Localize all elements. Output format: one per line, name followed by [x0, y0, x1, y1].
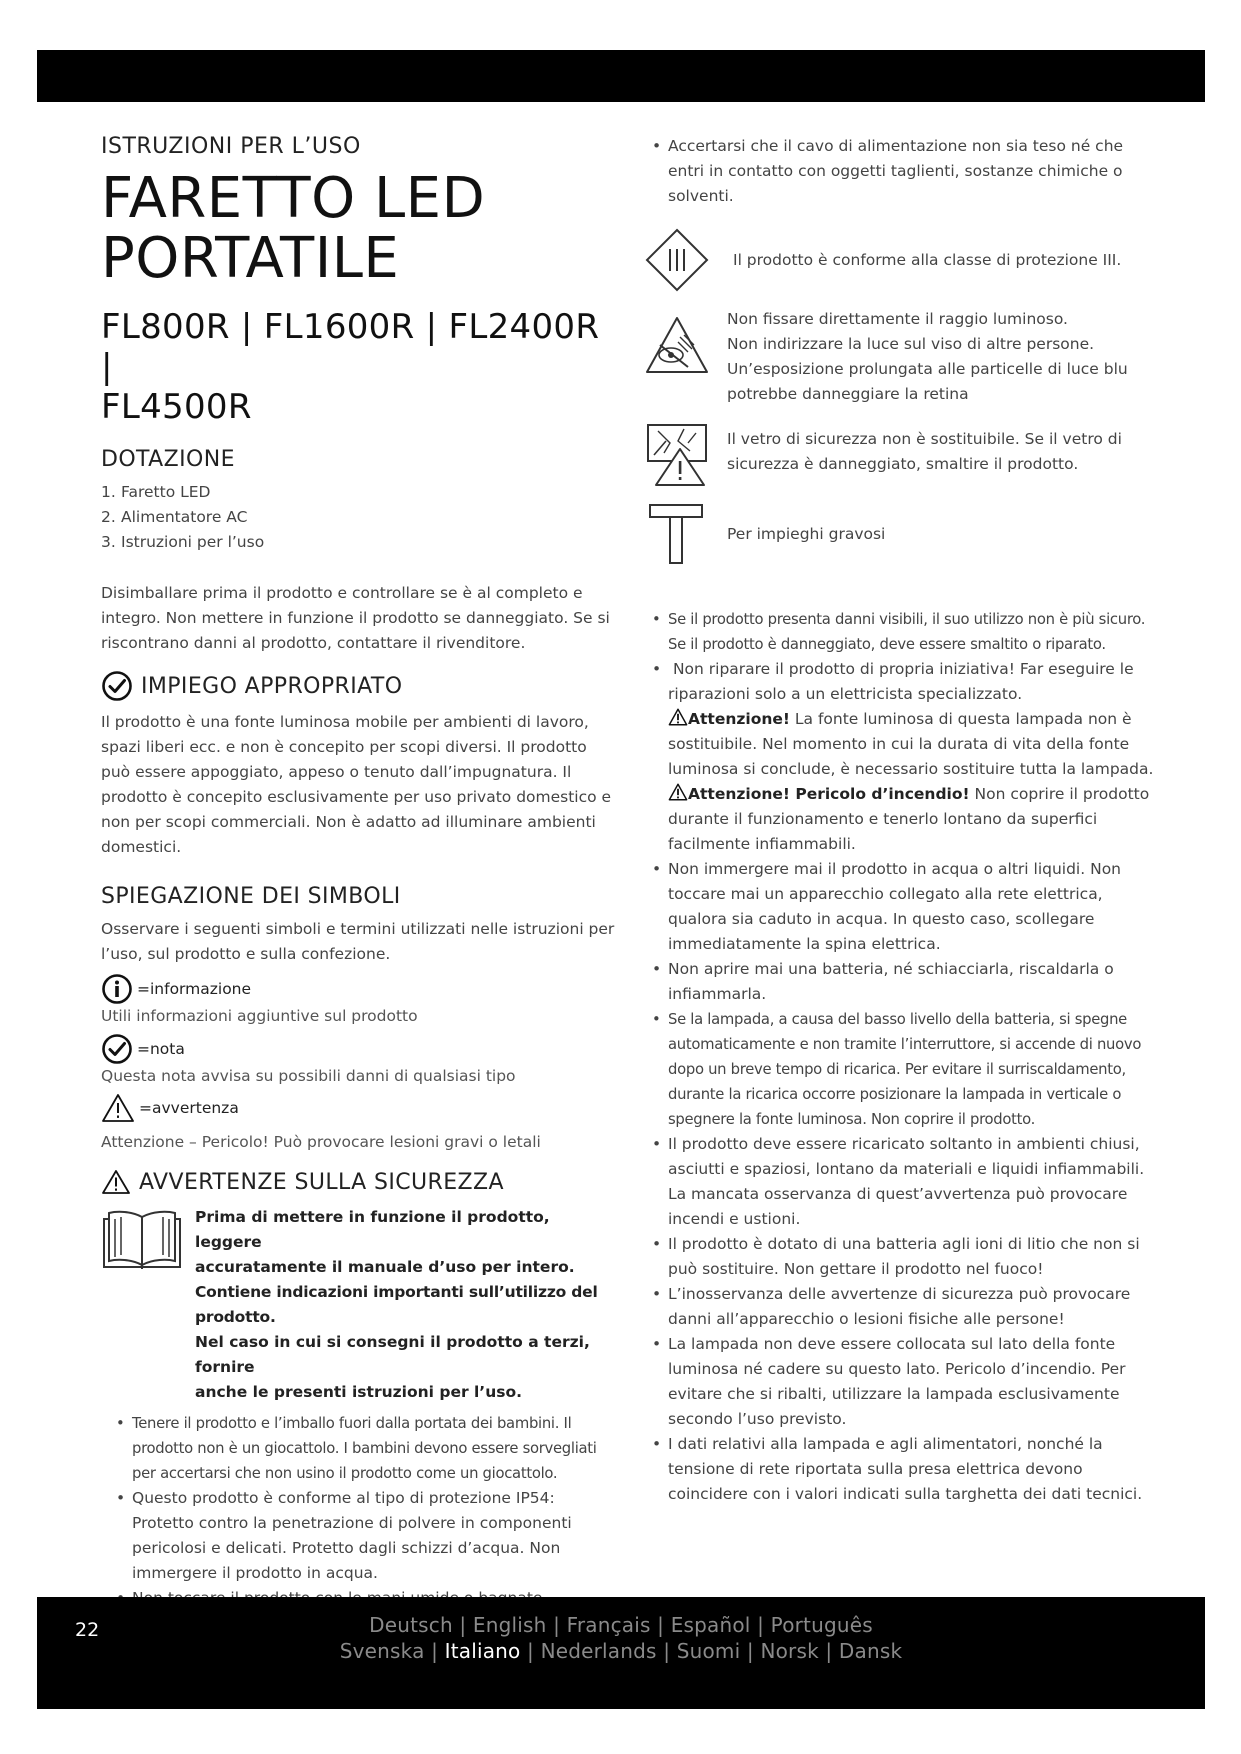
lang-link-it-active[interactable]: Italiano	[444, 1639, 521, 1663]
icon-row-class3	[637, 227, 1157, 293]
language-nav-line-1: Deutsch | English | Français | Español | Português	[369, 1613, 873, 1637]
list-item: • Accertarsi che il cavo di alimentazione non sia teso né che entri in contatto con oggetti taglienti, sostanze chimiche o solventi.	[637, 134, 1157, 209]
footer-bar	[37, 1597, 1205, 1709]
check-circle-icon	[101, 1033, 133, 1065]
icon-class3-text: Il prodotto è conforme alla classe di protezione III.	[733, 250, 1122, 269]
attention-note-2: Attenzione! Pericolo d’incendio! Non coprire il prodotto durante il funzionamento e tenerlo lontano da superfici facilmente infiammabili.	[668, 782, 1157, 857]
symbol-nota: =nota	[101, 1033, 616, 1065]
symbol-avvertenza: =avvertenza	[101, 1093, 616, 1123]
doc-kicker: ISTRUZIONI PER L’USO	[101, 134, 361, 159]
list-item: 3. Istruzioni per l’uso	[101, 533, 265, 551]
list-item: • Il prodotto deve essere ricaricato soltanto in ambienti chiusi, asciutti e spaziosi, lontano da materiali e liquidi infiammabili. La mancata osservanza di quest’avvertenza può provocare incendi e ustioni.	[637, 1132, 1157, 1232]
lang-link-no[interactable]: Norsk	[760, 1639, 819, 1663]
hammer-icon	[644, 501, 710, 567]
right-list-top	[637, 134, 1157, 209]
model-list	[101, 307, 616, 427]
list-item: • Se il prodotto presenta danni visibili, il suo utilizzo non è più sicuro. Se il prodotto è danneggiato, deve essere smaltito o riparato.	[637, 607, 1157, 657]
list-item: • I dati relativi alla lampada e agli alimentatori, nonché la tensione di rete riportata sulla presa elettrica devono coincidere con i valori indicati sulla targhetta dei dati tecnici.	[637, 1432, 1157, 1507]
right-column	[637, 134, 1157, 1507]
left-column	[101, 134, 616, 1611]
lang-link-fr[interactable]: Français	[566, 1613, 651, 1637]
symbol-nota-desc: Questa nota avvisa su possibili danni di qualsiasi tipo	[101, 1067, 516, 1085]
eye-warning-icon	[644, 315, 710, 375]
icon-glass-text: Il vetro di sicurezza non è sostituibile. Se il vetro di sicurezza è danneggiato, smaltire il prodotto.	[727, 430, 1122, 473]
warning-triangle-icon	[101, 1093, 135, 1123]
lang-link-es[interactable]: Español	[670, 1613, 751, 1637]
warning-triangle-icon	[101, 1169, 131, 1195]
icon-row-glass	[637, 421, 1157, 487]
icon-hammer-text: Per impieghi gravosi	[727, 524, 886, 543]
section-heading-sicurezza: AVVERTENZE SULLA SICUREZZA	[101, 1169, 616, 1195]
list-item: • Non riparare il prodotto di propria iniziativa! Far eseguire le riparazioni solo a un elettricista specializzato. Attenzione! La fonte luminosa di questa lampada non è sostituibile. Nel momento in cui la durata di vita della fonte luminosa si conclude, è necessario sostituire tutta la lampada. Attenzione! Pericolo d’incendio! Non coprire il prodotto durante il funzionamento e tenerlo lontano da superfici facilmente infiammabili.	[637, 657, 1157, 857]
warning-triangle-icon	[668, 707, 688, 727]
list-item: • Se la lampada, a causa del basso livello della batteria, si spegne automaticamente e non tramite l’interruttore, si accende di nuovo dopo un breve tempo di ricarica. Per evitare il surriscaldamento, durante la ricarica occorre posizionare la lampada in verticale o spegnere la fonte luminosa. Non coprire il prodotto.	[637, 1007, 1157, 1132]
page-number: 22	[75, 1619, 100, 1641]
lang-link-da[interactable]: Dansk	[838, 1639, 903, 1663]
list-item: 1. Faretto LED	[101, 483, 211, 501]
warning-triangle-icon	[668, 782, 688, 802]
list-item: • L’inosservanza delle avvertenze di sicurezza può provocare danni all’apparecchio o lesioni fisiche alle persone!	[637, 1282, 1157, 1332]
models-line-2: FL4500R	[101, 387, 252, 427]
simboli-intro: Osservare i seguenti simboli e termini utilizzati nelle istruzioni per l’uso, sul prodotto e sulla confezione.	[101, 920, 615, 963]
attention-note-1: Attenzione! La fonte luminosa di questa lampada non è sostituibile. Nel momento in cui la durata di vita della fonte luminosa si conclude, è necessario sostituire tutta la lampada.	[668, 707, 1157, 782]
symbol-info-desc: Utili informazioni aggiuntive sul prodotto	[101, 1007, 418, 1025]
models-line-1: FL800R | FL1600R | FL2400R |	[101, 307, 600, 387]
check-circle-icon	[101, 670, 133, 702]
left-safety-list	[101, 1411, 616, 1611]
impiego-text: Il prodotto è una fonte luminosa mobile per ambienti di lavoro, spazi liberi ecc. e non è concepito per scopi diversi. Il prodotto può essere appoggiato, appeso o tenuto dall’impugnatura. Il prodotto è concepito esclusivamente per uso privato domestico e non per scopi commerciali. Non è adatto ad illuminare ambienti domestici.	[101, 713, 612, 856]
symbol-info: =informazione	[101, 973, 616, 1005]
info-circle-icon	[101, 973, 133, 1005]
list-item: • Tenere il prodotto e l’imballo fuori dalla portata dei bambini. Il prodotto non è un giocattolo. I bambini devono essere sorvegliati per accertarsi che non usino il prodotto come un giocattolo.	[101, 1411, 616, 1486]
open-book-icon	[101, 1207, 183, 1273]
broken-glass-warning-icon	[644, 421, 710, 487]
manual-notice	[101, 1205, 616, 1405]
symbol-avvertenza-desc: Attenzione – Pericolo! Può provocare lesioni gravi o letali	[101, 1133, 541, 1151]
dotazione-list	[101, 480, 616, 555]
section-heading-dotazione: DOTAZIONE	[101, 447, 235, 472]
icon-row-eye	[637, 307, 1157, 407]
lang-link-fi[interactable]: Suomi	[676, 1639, 741, 1663]
top-bar	[37, 50, 1205, 102]
lang-link-de[interactable]: Deutsch	[369, 1613, 453, 1637]
title-line-2: PORTATILE	[101, 226, 400, 291]
protection-class-3-icon	[644, 227, 710, 293]
section-heading-impiego: IMPIEGO APPROPRIATO	[101, 670, 616, 702]
section-heading-simboli: SPIEGAZIONE DEI SIMBOLI	[101, 884, 401, 909]
list-item: 2. Alimentatore AC	[101, 508, 248, 526]
title-line-1: FARETTO LED	[101, 166, 486, 231]
list-item: • Non immergere mai il prodotto in acqua o altri liquidi. Non toccare mai un apparecchio collegato alla rete elettrica, qualora sia caduto in acqua. In questo caso, scollegare immediatamente la spina elettrica.	[637, 857, 1157, 957]
lang-link-pt[interactable]: Português	[770, 1613, 873, 1637]
lang-link-sv[interactable]: Svenska	[339, 1639, 425, 1663]
lang-link-nl[interactable]: Nederlands	[540, 1639, 657, 1663]
language-nav-line-2: Svenska | Italiano | Nederlands | Suomi | Norsk | Dansk	[339, 1639, 903, 1663]
icon-row-hammer	[637, 501, 1157, 567]
right-safety-list	[637, 607, 1157, 1507]
list-item: • Il prodotto è dotato di una batteria agli ioni di litio che non si può sostituire. Non gettare il prodotto nel fuoco!	[637, 1232, 1157, 1282]
list-item: • Non aprire mai una batteria, né schiacciarla, riscaldarla o infiammarla.	[637, 957, 1157, 1007]
lang-link-en[interactable]: English	[472, 1613, 547, 1637]
manual-notice-text: Prima di mettere in funzione il prodotto, leggere accuratamente il manuale d’uso per intero. Contiene indicazioni importanti sull’utilizzo del prodotto. Nel caso in cui si consegni il prodotto a terzi, fornire anche le presenti istruzioni per l’uso.	[195, 1208, 598, 1401]
dotazione-note: Disimballare prima il prodotto e controllare se è al completo e integro. Non mettere in funzione il prodotto se danneggiato. Se si riscontrano danni al prodotto, contattare il rivenditore.	[101, 584, 610, 652]
list-item: • La lampada non deve essere collocata sul lato della fonte luminosa né cadere su questo lato. Pericolo d’incendio. Per evitare che si ribalti, utilizzare la lampada esclusivamente secondo l’uso previsto.	[637, 1332, 1157, 1432]
icon-eye-text: Non fissare direttamente il raggio luminoso. Non indirizzare la luce sul viso di altre persone. Un’esposizione prolungata alle particelle di luce blu potrebbe danneggiare la retina	[727, 310, 1128, 403]
list-item: • Questo prodotto è conforme al tipo di protezione IP54: Protetto contro la penetrazione di polvere in componenti pericolosi e delicati. Protetto dagli schizzi d’acqua. Non immergere il prodotto in acqua.	[101, 1486, 616, 1586]
doc-title	[101, 166, 616, 291]
